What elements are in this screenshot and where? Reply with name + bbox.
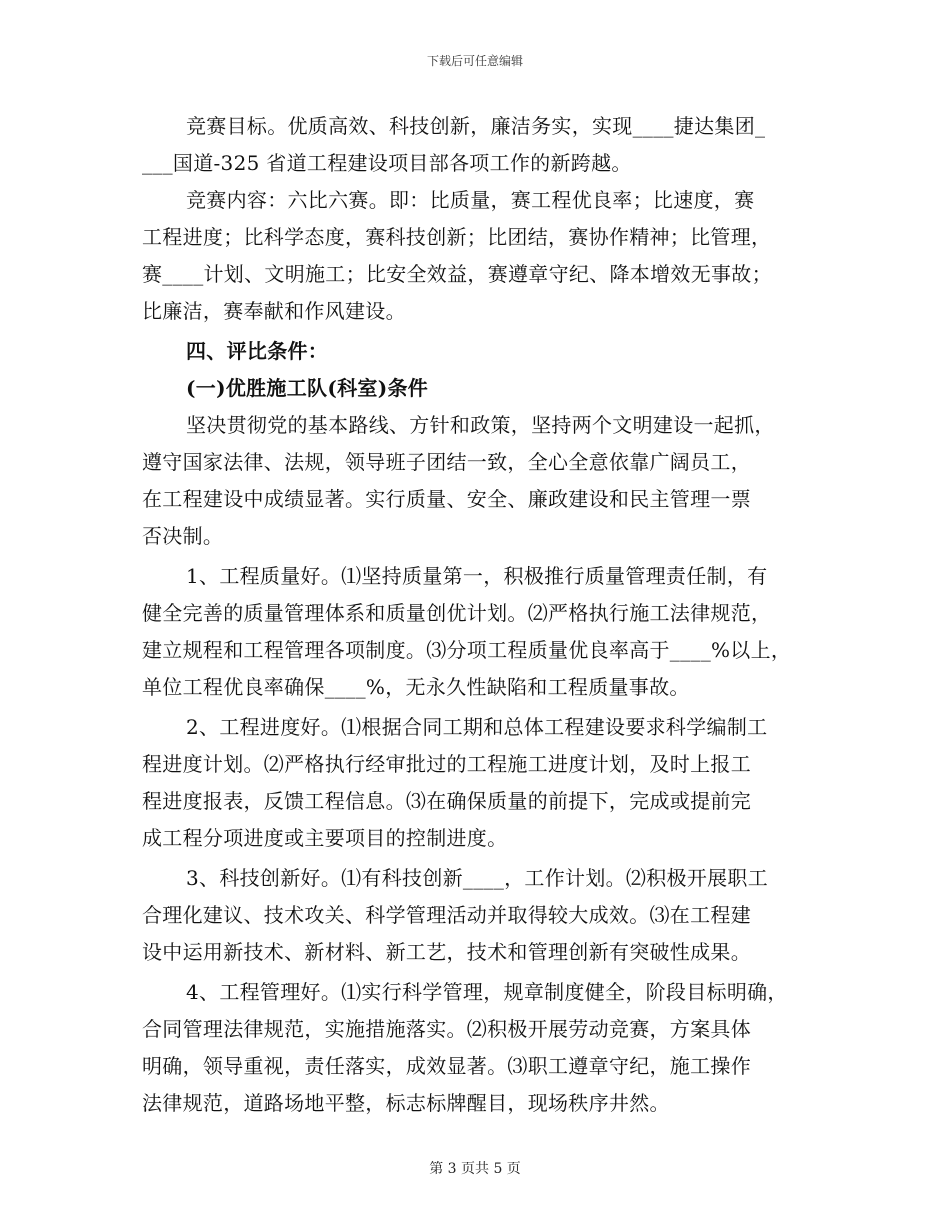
paragraph-line: 在工程建设中成绩显著。实行质量、安全、廉政建设和民主管理一票: [142, 487, 751, 511]
paragraph-line: 程进度计划。⑵严格执行经审批过的工程施工进度计划，及时上报工: [142, 752, 751, 776]
paragraph-line: ___国道-325 省道工程建设项目部各项工作的新跨越。: [142, 151, 632, 175]
paragraph-line: 建立规程和工程管理各项制度。⑶分项工程质量优良率高于____%以上，: [142, 638, 792, 662]
paragraph-line: 遵守国家法律、法规，领导班子团结一致，全心全意依靠广阔员工，: [142, 450, 751, 474]
paragraph-line: 坚决贯彻党的基本路线、方针和政策，坚持两个文明建设一起抓，: [186, 413, 775, 437]
paragraph-line: 否决制。: [142, 524, 224, 548]
paragraph-line: 单位工程优良率确保____%，无永久性缺陷和工程质量事故。: [142, 675, 690, 699]
paragraph-line: 3、科技创新好。⑴有科技创新____，工作计划。⑵积极开展职工: [186, 866, 769, 890]
paragraph-line: 1、工程质量好。⑴坚持质量第一，积极推行质量管理责任制，有: [186, 564, 768, 588]
page-header: 下载后可任意编辑: [426, 54, 523, 68]
paragraph-line: 2、工程进度好。⑴根据合同工期和总体工程建设要求科学编制工: [186, 715, 768, 739]
paragraph-line: 程进度报表，反馈工程信息。⑶在确保质量的前提下，完成或提前完: [142, 789, 751, 813]
paragraph-line: 健全完善的质量管理体系和质量创优计划。⑵严格执行施工法律规范，: [142, 601, 772, 625]
paragraph-line: 设中运用新技术、新材料、新工艺，技术和管理创新有突破性成果。: [142, 940, 751, 964]
section-heading: 四、评比条件：: [186, 339, 329, 363]
document-body: [142, 108, 810, 1122]
paragraph-line: 合同管理法律规范，实施措施落实。⑵积极开展劳动竞赛，方案具体: [142, 1017, 751, 1041]
paragraph-line: 工程进度；比科学态度，赛科技创新；比团结，赛协作精神；比管理，: [142, 225, 772, 249]
paragraph-line: 成工程分项进度或主要项目的控制进度。: [142, 826, 508, 850]
paragraph-line: 竞赛目标。优质高效、科技创新，廉洁务实，实现____捷达集团_: [186, 114, 766, 138]
subsection-heading: (一)优胜施工队(科室)条件: [186, 376, 429, 400]
paragraph-line: 合理化建议、技术攻关、科学管理活动并取得较大成效。⑶在工程建: [142, 903, 751, 927]
paragraph-line: 赛____计划、文明施工；比安全效益，赛遵章守纪、降本增效无事故；: [142, 262, 772, 286]
paragraph-line: 4、工程管理好。⑴实行科学管理，规章制度健全，阶段目标明确，: [186, 980, 788, 1004]
paragraph-line: 明确，领导重视，责任落实，成效显著。⑶职工遵章守纪，施工操作: [142, 1054, 751, 1078]
page-footer: 第 3 页共 5 页: [429, 1161, 521, 1177]
paragraph-line: 法律规范，道路场地平整，标志标牌醒目，现场秩序井然。: [142, 1091, 670, 1115]
paragraph-line: 竞赛内容：六比六赛。即：比质量，赛工程优良率；比速度，赛: [186, 188, 755, 212]
paragraph-line: 比廉洁，赛奉献和作风建设。: [142, 299, 406, 323]
